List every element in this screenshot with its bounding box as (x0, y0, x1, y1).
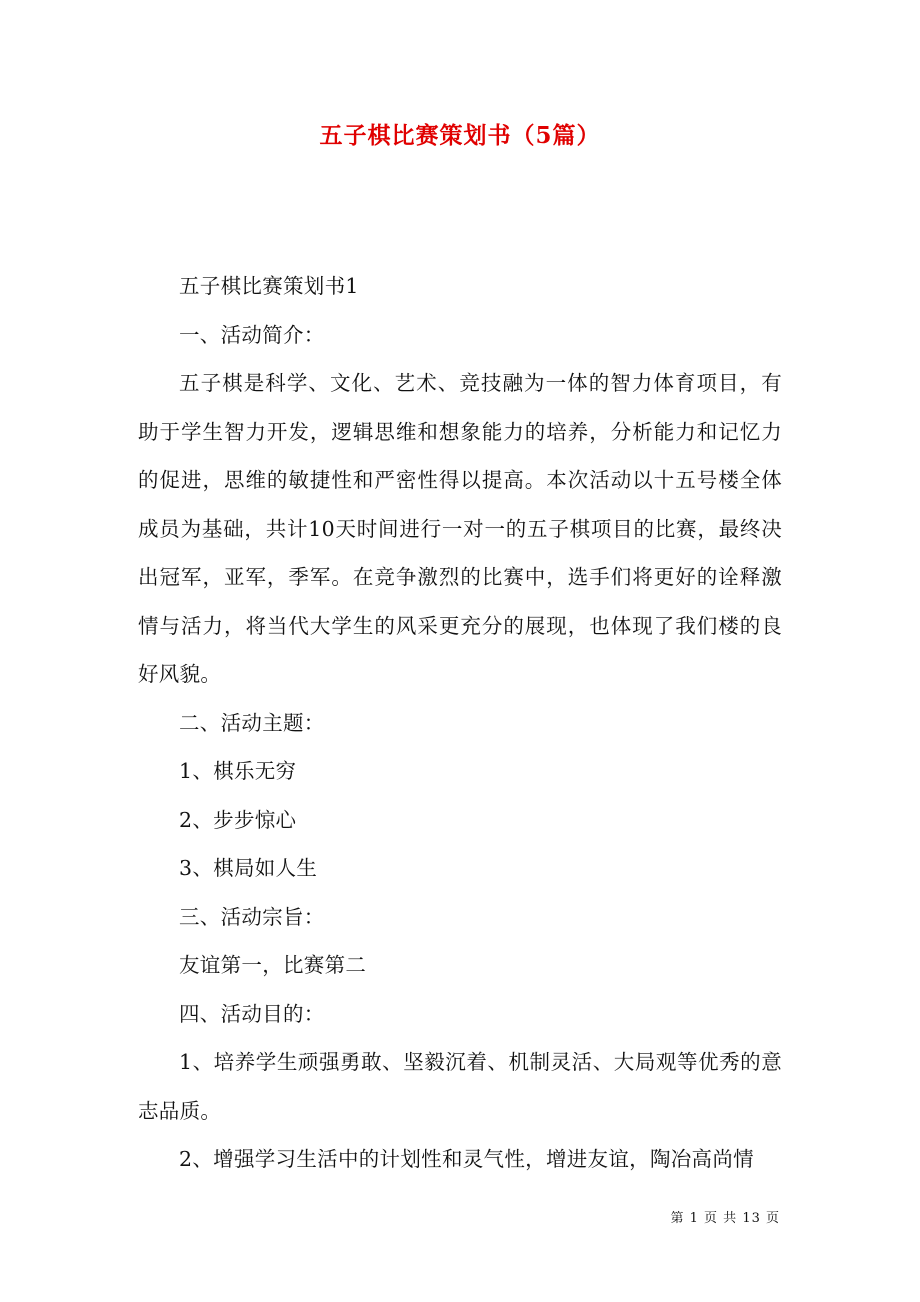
paragraph-theme-2: 2、步步惊心 (179, 807, 297, 832)
paragraph-intro: 五子棋是科学、文化、艺术、竞技融为一体的智力体育项目，有助于学生智力开发，逻辑思维和想象能力的培养，分析能力和记忆力的促进，思维的敏捷性和严密性得以提高。本次活动以十五号楼全体成员为基础，共计10天时间进行一对一的五子棋项目的比赛，最终决出冠军，亚军，季军。在竞争激烈的比赛中，选手们将更好的诠释激情与活力，将当代大学生的风采更充分的展现，也体现了我们楼的良好风貌。 (138, 371, 782, 686)
paragraph-purpose: 友谊第一，比赛第二 (179, 953, 367, 977)
paragraph-theme-3: 3、棋局如人生 (179, 856, 318, 880)
paragraph-goal-2: 2、增强学习生活中的计划性和灵气性，增进友谊，陶冶高尚情 (179, 1147, 754, 1171)
page-footer: 第 1 页 共 13 页 (670, 1211, 780, 1226)
paragraph-heading-4: 四、活动目的： (179, 1001, 325, 1026)
document-body (138, 262, 782, 1184)
paragraph-goal-1: 1、培养学生顽强勇敢、坚毅沉着、机制灵活、大局观等优秀的意志品质。 (138, 1050, 782, 1123)
paragraph-subtitle: 五子棋比赛策划书1 (179, 274, 359, 298)
paragraph-heading-1: 一、活动简介： (179, 322, 325, 347)
paragraph-heading-3: 三、活动宗旨： (179, 904, 325, 929)
paragraph-heading-2: 二、活动主题： (179, 710, 325, 735)
paragraph-theme-1: 1、棋乐无穷 (179, 759, 297, 783)
document-title: 五子棋比赛策划书（5篇） (319, 122, 601, 149)
